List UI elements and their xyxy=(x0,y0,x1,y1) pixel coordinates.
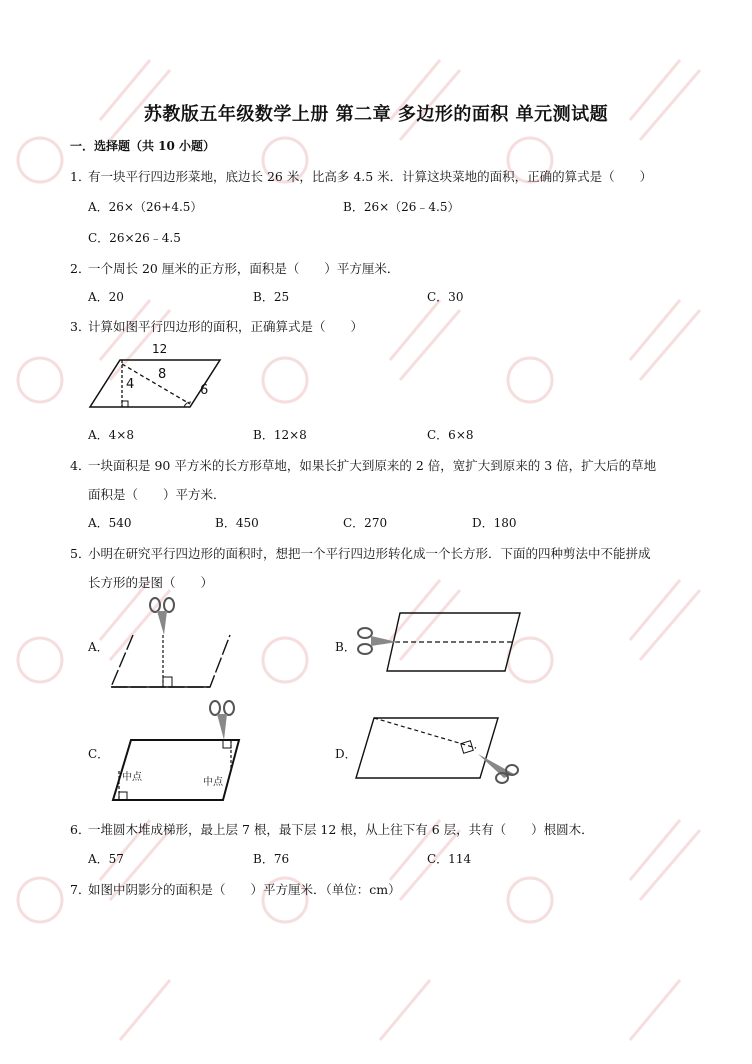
q3-label-diag: 8 xyxy=(158,367,167,382)
question-text: 一个周长 20 厘米的正方形，面积是（ ）平方厘米． xyxy=(88,261,400,276)
page-title: 苏教版五年级数学上册 第二章 多边形的面积 单元测试题 xyxy=(143,104,609,125)
q5-figure-a xyxy=(105,595,240,690)
q2-option-c[interactable]: C．30 xyxy=(427,290,464,304)
q3-label-top: 12 xyxy=(152,342,168,356)
question-number: 1． xyxy=(70,169,91,184)
section-heading: 一．选择题（共 10 小题） xyxy=(70,139,216,153)
scissors-icon xyxy=(150,598,174,635)
q1-option-b[interactable]: B．26×（26﹣4.5） xyxy=(343,200,460,214)
q3-label-height: 4 xyxy=(126,377,135,392)
q3-option-c[interactable]: C．6×8 xyxy=(427,428,474,442)
q5-option-a[interactable]: A． xyxy=(88,640,109,654)
q5-figure-d xyxy=(350,712,520,787)
q6-option-c[interactable]: C．114 xyxy=(427,852,472,866)
question-6 xyxy=(70,820,594,838)
q2-option-b[interactable]: B．25 xyxy=(253,290,290,304)
q5-option-d[interactable]: D． xyxy=(335,747,357,761)
q4-option-d[interactable]: D．180 xyxy=(472,516,517,530)
q4-option-c[interactable]: C．270 xyxy=(343,516,388,530)
question-number: 5． xyxy=(70,546,91,561)
q6-option-a[interactable]: A．57 xyxy=(88,852,124,866)
question-number: 2． xyxy=(70,261,91,276)
question-text: 小明在研究平行四边形的面积时，想把一个平行四边形转化成一个长方形．下面的四种剪法中不能拼成 xyxy=(88,546,651,561)
question-4-continued: 面积是（ ）平方米． xyxy=(88,487,226,502)
scissors-icon xyxy=(210,701,234,740)
question-number: 6． xyxy=(70,822,91,837)
question-5-continued: 长方形的是图（ ） xyxy=(88,575,214,590)
q1-option-c[interactable]: C．26×26﹣4.5 xyxy=(88,231,181,245)
question-text: 一堆圆木堆成梯形，最上层 7 根，最下层 12 根，从上往下有 6 层，共有（ ）根圆木． xyxy=(88,822,594,837)
question-7 xyxy=(70,880,401,898)
q5-c-label-midpoint-left: 中点 xyxy=(122,772,142,783)
q5-figure-b xyxy=(355,605,530,680)
q6-option-b[interactable]: B．76 xyxy=(253,852,290,866)
question-2 xyxy=(70,259,399,277)
question-text: 计算如图平行四边形的面积，正确算式是（ ） xyxy=(88,319,364,334)
q3-option-a[interactable]: A．4×8 xyxy=(88,428,134,442)
question-number: 7． xyxy=(70,882,91,897)
scissors-icon xyxy=(478,754,518,783)
q5-option-c[interactable]: C． xyxy=(88,747,110,761)
q2-option-a[interactable]: A．20 xyxy=(88,290,124,304)
q5-option-b[interactable]: B． xyxy=(335,640,356,654)
question-4 xyxy=(70,456,656,474)
question-3 xyxy=(70,317,363,335)
question-number: 4． xyxy=(70,458,91,473)
q1-option-a[interactable]: A．26×（26+4.5） xyxy=(88,200,203,214)
q4-option-b[interactable]: B．450 xyxy=(215,516,259,530)
question-number: 3． xyxy=(70,319,91,334)
question-5 xyxy=(70,544,651,562)
question-1 xyxy=(70,167,652,185)
q5-c-label-midpoint-right: 中点 xyxy=(203,777,223,788)
q3-option-b[interactable]: B．12×8 xyxy=(253,428,307,442)
question-text: 有一块平行四边形菜地，底边长 26 米，比高多 4.5 米．计算这块菜地的面积，正确的算式是（ ） xyxy=(88,169,653,184)
q5-figure-c xyxy=(105,700,245,805)
q4-option-a[interactable]: A．540 xyxy=(88,516,132,530)
question-text: 一块面积是 90 平方米的长方形草地，如果长扩大到原来的 2 倍，宽扩大到原来的 3 倍，扩大后的草地 xyxy=(88,458,657,473)
question-text: 如图中阴影分的面积是（ ）平方厘米．（单位：cm） xyxy=(88,882,401,897)
q3-label-side: 6 xyxy=(200,383,209,398)
